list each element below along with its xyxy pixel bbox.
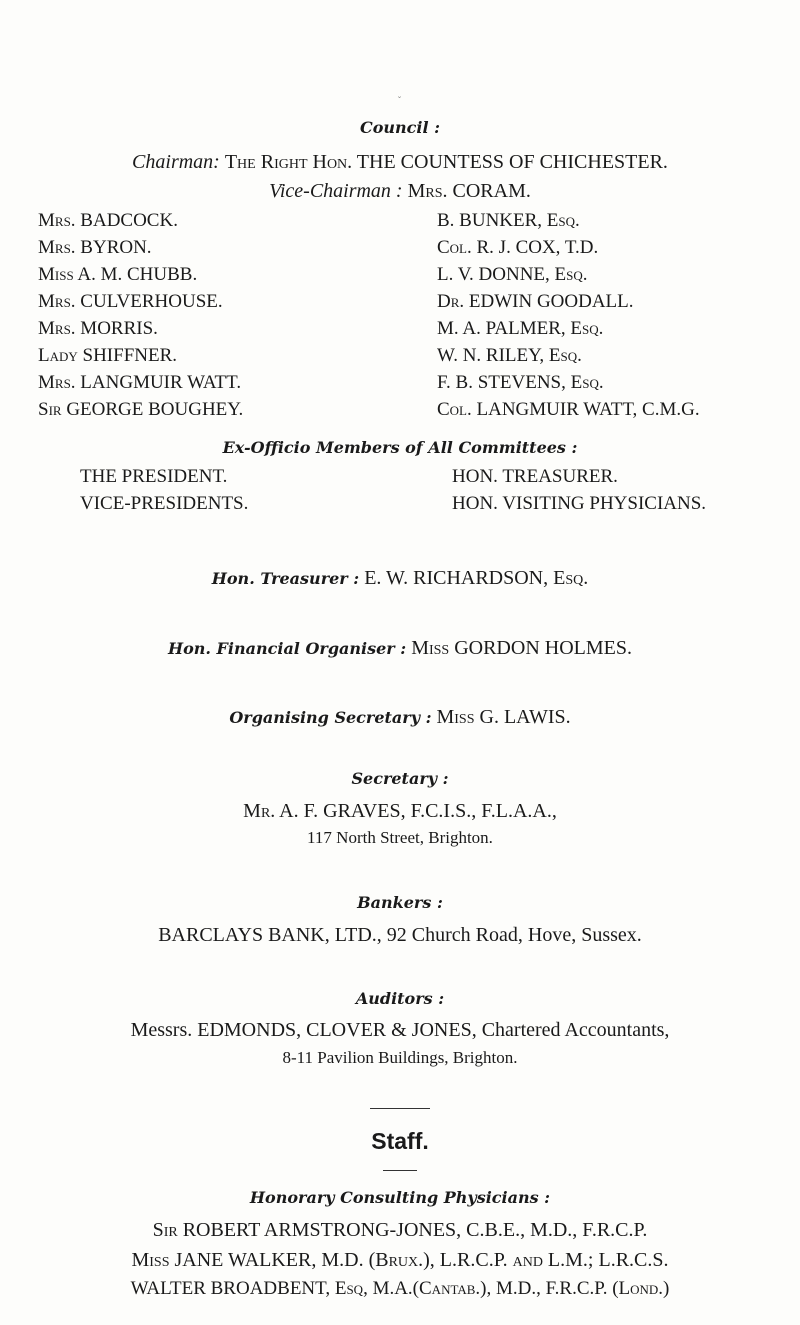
- vice-chairman-name: Mrs. CORAM.: [407, 180, 531, 202]
- vice-chairman-line: [0, 181, 800, 201]
- ex-officio-right-column: [452, 467, 706, 521]
- treasurer-line: [0, 568, 800, 588]
- financial-organiser-name: Miss GORDON HOLMES.: [411, 637, 632, 659]
- ex-officio-member: VICE-PRESIDENTS.: [80, 493, 249, 514]
- treasurer-label: Hon. Treasurer :: [211, 569, 360, 588]
- chairman-label: Chairman:: [132, 151, 220, 173]
- auditors-value: Messrs. EDMONDS, CLOVER & JONES, Chartered Accountants,: [130, 1019, 670, 1041]
- council-member: M. A. PALMER, Esq.: [437, 318, 604, 339]
- ex-officio-heading: Ex-Officio Members of All Committees :: [222, 438, 578, 457]
- physician-line: Sir ROBERT ARMSTRONG-JONES, C.B.E., M.D., F.R.C.P.: [152, 1219, 648, 1241]
- chairman-name: The Right Hon. THE COUNTESS OF CHICHESTER.: [224, 151, 668, 173]
- physician-line: WALTER BROADBENT, Esq, M.A.(Cantab.), M.D., F.R.C.P. (Lond.): [130, 1278, 670, 1299]
- council-member: F. B. STEVENS, Esq.: [437, 372, 604, 393]
- secretary-address: 117 North Street, Brighton.: [307, 828, 493, 847]
- council-member: Dr. EDWIN GOODALL.: [437, 291, 634, 312]
- council-member: B. BUNKER, Esq.: [437, 210, 580, 231]
- council-member: Mrs. BYRON.: [38, 237, 152, 258]
- council-member: Lady SHIFFNER.: [38, 345, 178, 366]
- council-member: W. N. RILEY, Esq.: [437, 345, 582, 366]
- council-member: Sir GEORGE BOUGHEY.: [38, 399, 244, 420]
- vice-chairman-label: Vice-Chairman :: [269, 180, 403, 202]
- council-member: Mrs. LANGMUIR WATT.: [38, 372, 242, 393]
- physician-line: Miss JANE WALKER, M.D. (Brux.), L.R.C.P. and L.M.; L.R.C.S.: [131, 1249, 669, 1271]
- divider: [370, 1108, 430, 1109]
- ex-officio-member: THE PRESIDENT.: [80, 466, 228, 487]
- ex-officio-member: HON. TREASURER.: [452, 466, 618, 487]
- organising-secretary-name: Miss G. LAWIS.: [436, 706, 571, 728]
- treasurer-name: E. W. RICHARDSON, Esq.: [364, 567, 589, 589]
- council-member: Mrs. CULVERHOUSE.: [38, 291, 223, 312]
- consulting-physicians-heading: Honorary Consulting Physicians :: [249, 1188, 551, 1207]
- staff-title: Staff.: [371, 1128, 429, 1154]
- council-member: Miss A. M. CHUBB.: [38, 264, 198, 285]
- council-right-column: [437, 211, 700, 427]
- print-speck: ˘: [398, 95, 401, 105]
- divider: [383, 1170, 417, 1171]
- council-heading: Council :: [359, 118, 441, 137]
- financial-organiser-line: [0, 638, 800, 658]
- council-member: Col. R. J. COX, T.D.: [437, 237, 599, 258]
- council-left-column: [38, 211, 243, 427]
- council-member: Mrs. MORRIS.: [38, 318, 158, 339]
- bankers-value: BARCLAYS BANK, LTD., 92 Church Road, Hove, Sussex.: [158, 924, 642, 946]
- council-member: Col. LANGMUIR WATT, C.M.G.: [437, 399, 700, 420]
- financial-organiser-label: Hon. Financial Organiser :: [167, 639, 407, 658]
- secretary-name: Mr. A. F. GRAVES, F.C.I.S., F.L.A.A.,: [243, 800, 557, 822]
- organising-secretary-label: Organising Secretary :: [229, 708, 432, 727]
- ex-officio-left-column: [80, 467, 248, 521]
- chairman-line: [0, 152, 800, 172]
- secretary-heading: Secretary :: [351, 769, 449, 788]
- ex-officio-member: HON. VISITING PHYSICIANS.: [452, 493, 707, 514]
- auditors-address: 8-11 Pavilion Buildings, Brighton.: [282, 1048, 518, 1067]
- council-member: Mrs. BADCOCK.: [38, 210, 178, 231]
- organising-secretary-line: [0, 707, 800, 727]
- council-member: L. V. DONNE, Esq.: [437, 264, 588, 285]
- auditors-heading: Auditors :: [355, 989, 445, 1008]
- bankers-heading: Bankers :: [357, 893, 443, 912]
